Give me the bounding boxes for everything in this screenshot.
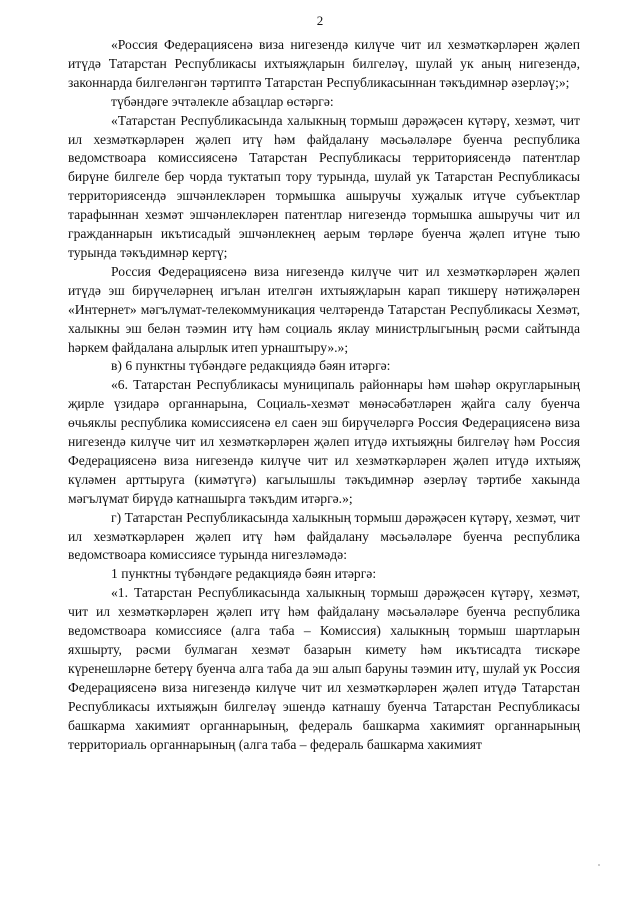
document-body [68,36,580,754]
paragraph-9: «1. Татарстан Республикасында халыкның тормыш дәрәҗәсен күтәрү, хезмәт, чит ил хезмәткәрләрен җәлеп итү һәм файдалану мәсьәләләре буенча республика ведомствоара комиссиясе (алга таба – Комиссия) халыкның тормыш шартларын яхшырту, рәсми булмаган хезмәт базарын кимету һәм икътисадта тискәре күренешләрне бетерү буенча алга таба да эш алып баруны тәэмин итү, шулай ук Россия Федерациясенә виза нигезендә килүче чит ил хезмәткәрләрен җәлеп итүдә Татарстан Республикасы ихтыяҗын билгеләү эшендә катнашу буенча Татарстан Республикасы башкарма хакимият органнарының, федераль башкарма хакимият органнарының территориаль органнарының (алга таба – федераль башкарма хакимият [68,585,580,752]
paragraph-4: Россия Федерациясенә виза нигезендә килүче чит ил хезмәткәрләрен җәлеп итүдә эш бирүчеләрнең игълан ителгән ихтыяҗларын карап тикшерү нәтиҗәләрен «Интернет» мәгълүмат-телекоммуникация челтәрендә Татарстан Республикасы Хезмәт, халыкны эш белән тәэмин итү һәм социаль яклау министрлыгының рәсми сайтында һәркем файдалана алырлык итеп урнаштыру».»; [68,263,580,355]
paragraph-2: түбәндәге эчтәлекле абзацлар өстәргә: [111,93,334,109]
paragraph-8: 1 пунктны түбәндәге редакциядә бәян итәргә: [111,566,377,582]
paragraph-1: «Россия Федерациясенә виза нигезендә килүче чит ил хезмәткәрләрен җәлеп итүдә Татарстан Республикасы ихтыяҗларын билгеләү, шулай ук аның нигезендә, законнарда билгеләнгән тәртиптә Татарстан Республикасыннан тәкъдимнәр әзерләү;»; [68,37,580,90]
page-number: 2 [316,13,324,28]
paragraph-6: «6. Татарстан Республикасы муниципаль районнары һәм шәһәр округларының җирле үзидарә органнарына, Социаль-хезмәт мөнәсәбәтләрен җайга салу буенча өчьяклы республика комиссиясенә ел саен эш бирүчеләргә Россия Федерациясенә виза нигезендә килүче чит ил хезмәткәрләрен җәлеп итүдә ихтыяҗны билгеләү һәм Россия Федерациясенә виза нигезендә килүче чит ил хезмәткәрләрен җәлеп итүдә ихтыяҗ күләмен арттыруга (кимәтүгә) кагылышлы тәкъдимнәр әзерләү тәртибе хакында мәгълүмат бирүдә катнашырга тәкъдим итәргә.»; [68,377,580,506]
paragraph-7: г) Татарстан Республикасында халыкның тормыш дәрәҗәсен күтәрү, хезмәт, чит ил хезмәткәрләрен җәлеп итү һәм файдалану мәсьәләләре буенча республика ведомствоара комиссиясе турында нигезләмәдә: [68,509,580,563]
scan-speck [598,864,600,866]
paragraph-3: «Татарстан Республикасында халыкның тормыш дәрәҗәсен күтәрү, хезмәт, чит ил хезмәткәрләрен җәлеп итү һәм файдалану мәсьәләләре буенча республика ведомствоара комиссиясенә Татарстан Республикасы территориясендә патентлар бирүне билгеле бер чорда туктатып тору турында, шулай ук Татарстан Республикасы территориясендә эшчәнлекләрен тормышка ашыручы хуҗалык итүче субъектлар тарафыннан хезмәт эшчәнлекләрен патентлар нигезендә тормышка ашыручы чит ил гражданнарын икътисадый эшчәнлекнең аерым төрләре буенча җәлеп итүне тыю турында тәкъдимнәр кертү; [68,112,580,260]
paragraph-5: в) 6 пунктны түбәндәге редакциядә бәян итәргә: [111,358,391,374]
